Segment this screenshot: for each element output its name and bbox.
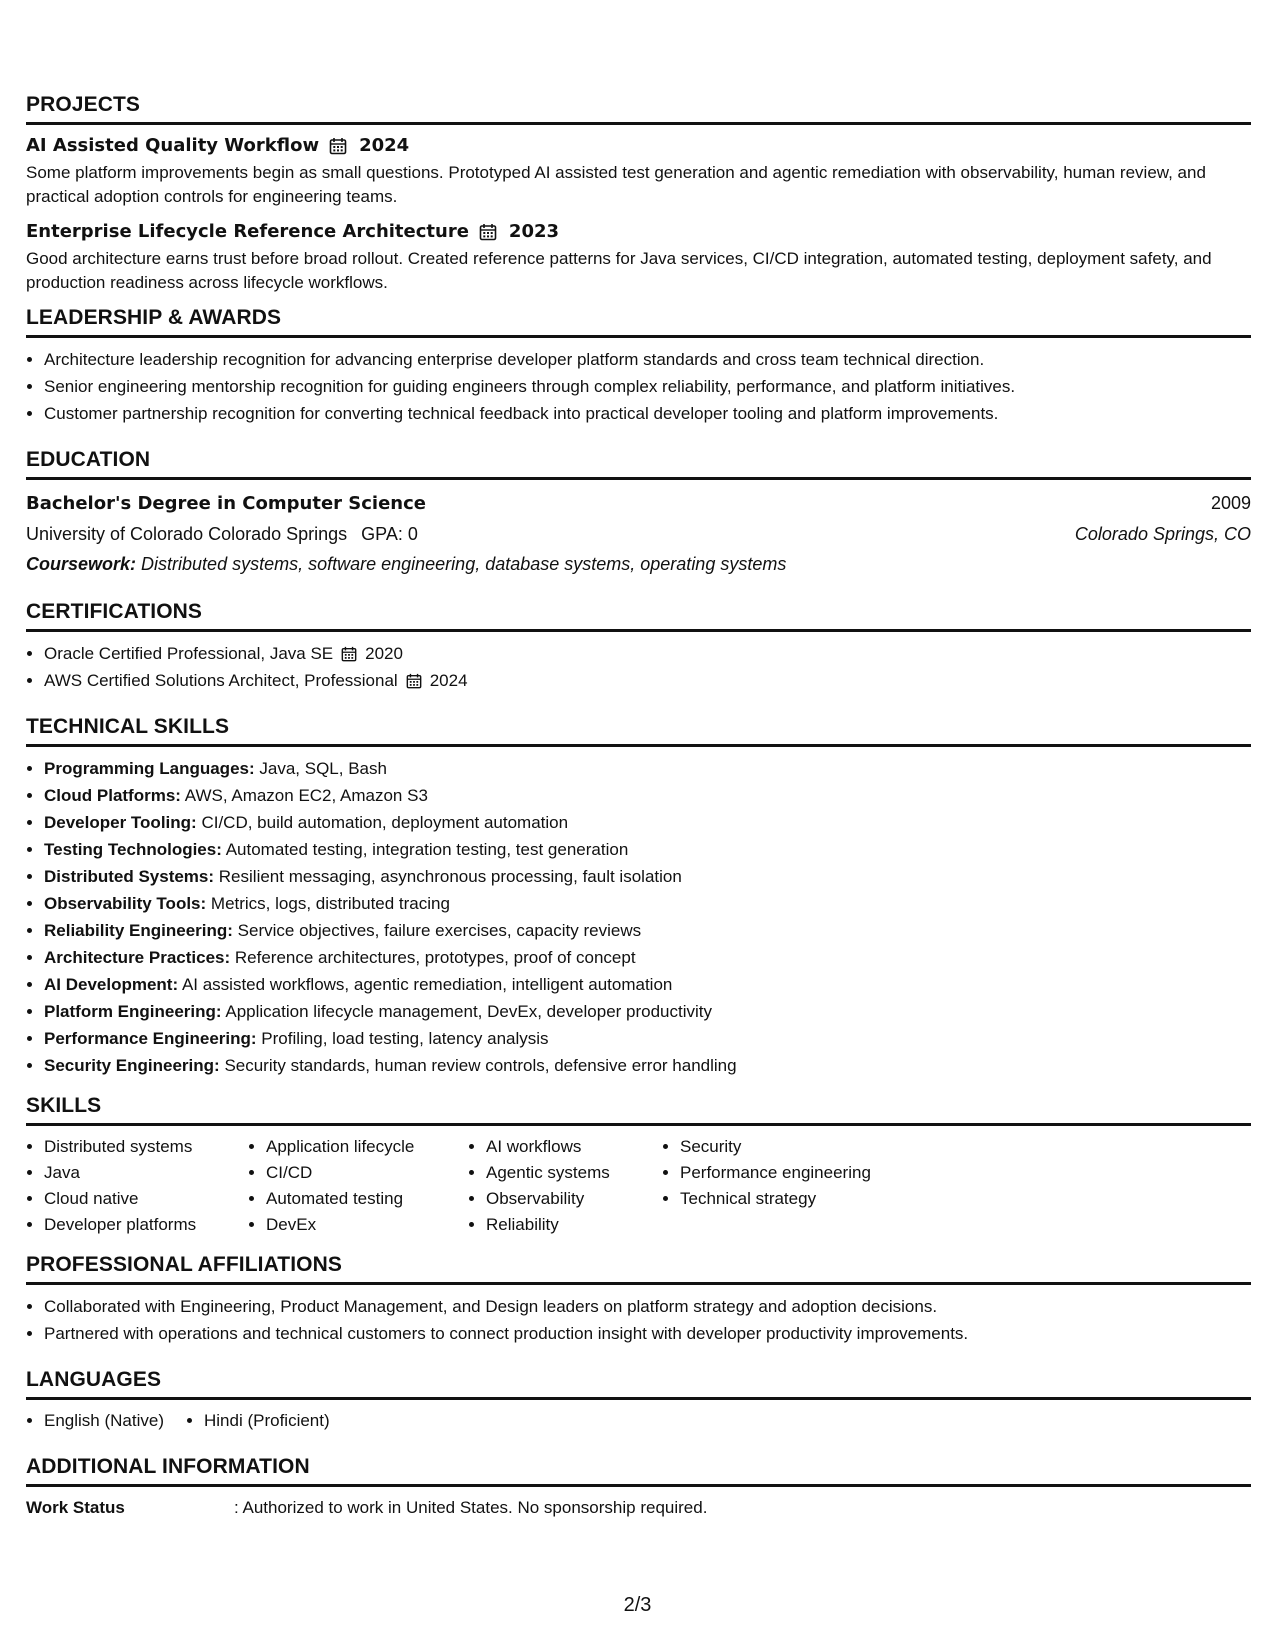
language-item: • English (Native) — [44, 1408, 164, 1434]
calendar-icon — [479, 223, 497, 241]
skill-item: • Performance engineering — [680, 1160, 940, 1186]
certification-name: • Oracle Certified Professional, Java SE — [44, 644, 334, 663]
technical-skill-item — [44, 971, 1251, 998]
technical-skill-item — [44, 836, 1251, 863]
skills-column — [468, 1134, 662, 1238]
project-name: AI Assisted Quality Workflow — [26, 135, 320, 156]
education-degree-row — [26, 488, 1251, 519]
work-status-label: Work Status — [26, 1498, 125, 1517]
list-item: • Architecture leadership recognition for advancing enterprise developer platform standards and cross team technical direction. — [44, 346, 1251, 373]
page-number: 2/3 — [623, 1594, 652, 1616]
languages-row — [26, 1408, 1251, 1434]
skill-item: • Cloud native — [44, 1186, 248, 1212]
skills-column — [248, 1134, 468, 1238]
list-item: • Customer partnership recognition for converting technical feedback into practical developer tooling and platform improvements. — [44, 400, 1251, 427]
project-heading — [26, 133, 1251, 159]
technical-skill-item — [44, 890, 1251, 917]
section-title-technical-skills: TECHNICAL SKILLS — [26, 714, 1251, 747]
technical-skill-item — [44, 863, 1251, 890]
technical-skill-item — [44, 1025, 1251, 1052]
skill-values: Reference architectures, prototypes, proof of concept — [234, 948, 636, 967]
skill-values: Resilient messaging, asynchronous processing, fault isolation — [218, 867, 682, 886]
skill-item: • AI workflows — [486, 1134, 662, 1160]
skill-item: • Distributed systems — [44, 1134, 248, 1160]
technical-skill-item — [44, 1052, 1251, 1079]
technical-skill-item — [44, 755, 1251, 782]
certification-year: 2024 — [429, 671, 468, 690]
list-item: • Collaborated with Engineering, Product Management, and Design leaders on platform strategy and adoption decisions. — [44, 1293, 1251, 1320]
degree-name: Bachelor's Degree in Computer Science — [26, 493, 426, 514]
calendar-icon — [341, 646, 357, 662]
skill-item: • Technical strategy — [680, 1186, 940, 1212]
project-heading — [26, 219, 1251, 245]
technical-skills-section — [26, 714, 1251, 1079]
section-title-education: EDUCATION — [26, 447, 1251, 480]
skill-values: CI/CD, build automation, deployment automation — [201, 813, 569, 832]
skill-category: Observability Tools: — [44, 894, 207, 913]
technical-skill-item — [44, 917, 1251, 944]
education-school-row — [26, 519, 1251, 549]
resume-page — [26, 92, 1251, 1521]
skill-values: Metrics, logs, distributed tracing — [210, 894, 450, 913]
projects-section — [26, 92, 1251, 295]
additional-section — [26, 1454, 1251, 1521]
skills-grid — [26, 1134, 1251, 1238]
skill-category: Programming Languages: — [44, 759, 255, 778]
certification-item — [44, 640, 1251, 667]
graduation-year: 2009 — [1210, 493, 1251, 513]
section-title-skills: SKILLS — [26, 1093, 1251, 1126]
certifications-list — [26, 640, 1251, 694]
calendar-icon — [406, 673, 422, 689]
skill-values: Security standards, human review controls, defensive error handling — [224, 1056, 737, 1075]
work-status-value: : Authorized to work in United States. No sponsorship required. — [234, 1498, 708, 1517]
calendar-icon — [329, 137, 347, 155]
school-location: Colorado Springs, CO — [1074, 524, 1251, 544]
coursework-label: Coursework: — [26, 554, 137, 574]
project-item — [26, 133, 1251, 209]
leadership-list — [26, 346, 1251, 427]
skill-item: • Observability — [486, 1186, 662, 1212]
coursework-text: Distributed systems, software engineering, database systems, operating systems — [141, 554, 787, 574]
skill-item: • Application lifecycle — [266, 1134, 468, 1160]
technical-skill-item — [44, 944, 1251, 971]
language-item: • Hindi (Proficient) — [204, 1408, 330, 1434]
section-title-affiliations: PROFESSIONAL AFFILIATIONS — [26, 1252, 1251, 1285]
skill-item: • CI/CD — [266, 1160, 468, 1186]
certification-name: • AWS Certified Solutions Architect, Professional — [44, 671, 398, 690]
school-name: University of Colorado Colorado Springs — [26, 524, 348, 544]
project-item — [26, 219, 1251, 295]
section-title-leadership: LEADERSHIP & AWARDS — [26, 305, 1251, 338]
gpa: GPA: 0 — [361, 524, 418, 544]
school-info — [26, 519, 418, 549]
skill-category: Platform Engineering: — [44, 1002, 222, 1021]
section-title-certifications: CERTIFICATIONS — [26, 599, 1251, 632]
affiliations-section — [26, 1252, 1251, 1347]
skill-category: Developer Tooling: — [44, 813, 197, 832]
skill-values: Application lifecycle management, DevEx, developer productivity — [225, 1002, 713, 1021]
project-year: 2024 — [359, 135, 410, 156]
section-title-additional: ADDITIONAL INFORMATION — [26, 1454, 1251, 1487]
skill-item: • Automated testing — [266, 1186, 468, 1212]
skill-item: • Java — [44, 1160, 248, 1186]
skill-category: Security Engineering: — [44, 1056, 220, 1075]
skills-section — [26, 1093, 1251, 1238]
skill-category: Distributed Systems: — [44, 867, 215, 886]
education-section — [26, 447, 1251, 579]
skill-item: • DevEx — [266, 1212, 468, 1238]
certification-item — [44, 667, 1251, 694]
technical-skills-list — [26, 755, 1251, 1079]
technical-skill-item — [44, 998, 1251, 1025]
leadership-section — [26, 305, 1251, 427]
skill-item: • Security — [680, 1134, 940, 1160]
skill-values: Automated testing, integration testing, test generation — [225, 840, 629, 859]
skill-item: • Reliability — [486, 1212, 662, 1238]
language-list — [186, 1408, 330, 1434]
work-status-row — [26, 1495, 1251, 1521]
skill-values: Service objectives, failure exercises, capacity reviews — [237, 921, 642, 940]
skill-values: AI assisted workflows, agentic remediation, intelligent automation — [181, 975, 673, 994]
skill-values: Profiling, load testing, latency analysis — [261, 1029, 549, 1048]
technical-skill-item — [44, 809, 1251, 836]
project-name: Enterprise Lifecycle Reference Architecture — [26, 221, 469, 242]
project-description: Good architecture earns trust before broad rollout. Created reference patterns for Java services, CI/CD integration, automated testing, deployment safety, and production readiness across lifecycle workflows. — [26, 249, 1212, 292]
affiliations-list — [26, 1293, 1251, 1347]
certification-year: 2020 — [365, 644, 403, 663]
skill-item: • Developer platforms — [44, 1212, 248, 1238]
list-item: • Partnered with operations and technical customers to connect production insight with developer productivity improvements. — [44, 1320, 1251, 1347]
skill-category: Architecture Practices: — [44, 948, 231, 967]
skill-category: Testing Technologies: — [44, 840, 222, 859]
skill-values: AWS, Amazon EC2, Amazon S3 — [184, 786, 428, 805]
language-list — [26, 1408, 164, 1434]
project-description: Some platform improvements begin as small questions. Prototyped AI assisted test generation and agentic remediation with observability, human review, and practical adoption controls for engineering teams. — [26, 163, 1206, 206]
certifications-section — [26, 599, 1251, 694]
skill-category: Performance Engineering: — [44, 1029, 257, 1048]
languages-section — [26, 1367, 1251, 1434]
skill-values: Java, SQL, Bash — [259, 759, 387, 778]
project-year: 2023 — [508, 221, 560, 242]
skill-category: Reliability Engineering: — [44, 921, 233, 940]
section-title-languages: LANGUAGES — [26, 1367, 1251, 1400]
skills-column — [26, 1134, 248, 1238]
skill-category: AI Development: — [44, 975, 179, 994]
skill-category: Cloud Platforms: — [44, 786, 181, 805]
skill-item: • Agentic systems — [486, 1160, 662, 1186]
technical-skill-item — [44, 782, 1251, 809]
section-title-projects: PROJECTS — [26, 92, 1251, 125]
coursework — [26, 549, 1251, 579]
skills-column — [662, 1134, 940, 1238]
list-item: • Senior engineering mentorship recognition for guiding engineers through complex reliability, performance, and platform initiatives. — [44, 373, 1251, 400]
